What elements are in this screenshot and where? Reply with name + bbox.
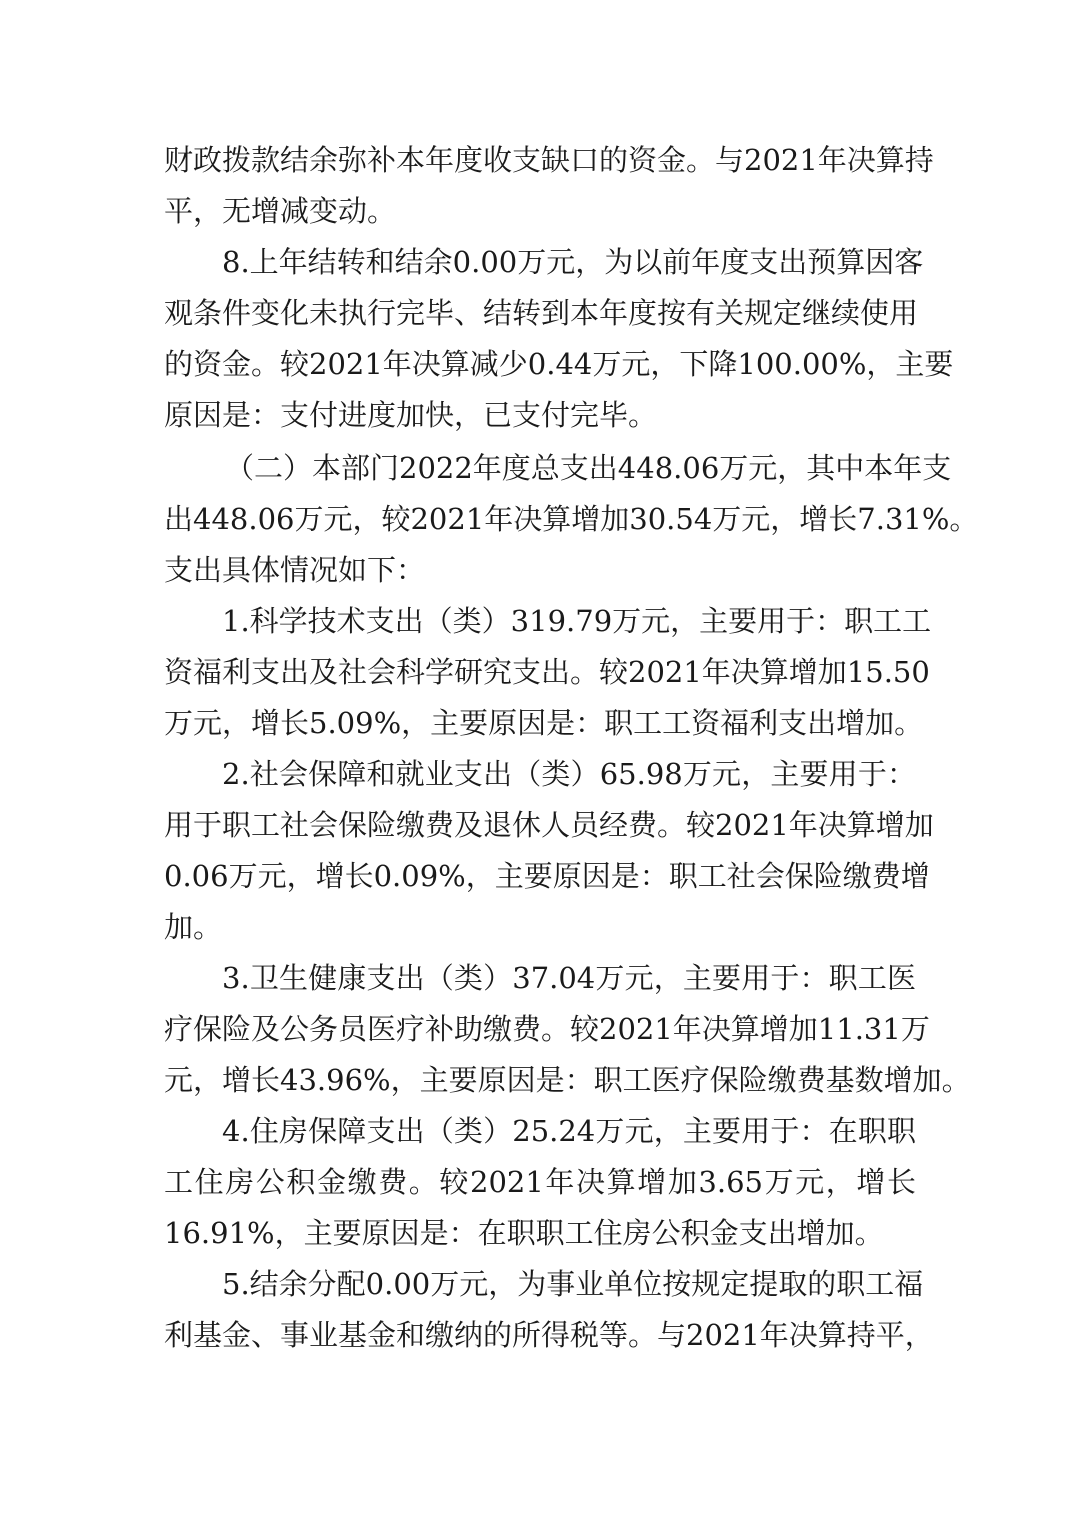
text-line: 疗保险及公务员医疗补助缴费。较2021年决算增加11.31万 (164, 1012, 930, 1046)
text-line: 工住房公积金缴费。较2021年决算增加3.65万元，增长 (164, 1165, 916, 1199)
text-line: 2.社会保障和就业支出（类）65.98万元，主要用于： (222, 757, 916, 791)
text-line: 4.住房保障支出（类）25.24万元，主要用于：在职职 (222, 1114, 916, 1148)
text-line: 元，增长43.96%，主要原因是：职工医疗保险缴费基数增加。 (164, 1063, 971, 1097)
text-line: 加。 (164, 910, 223, 944)
text-line: 财政拨款结余弥补本年度收支缺口的资金。与2021年决算持 (164, 143, 934, 177)
text-line: 支出具体情况如下： (164, 553, 426, 587)
text-line: 平，无增减变动。 (164, 194, 397, 228)
text-line: 利基金、事业基金和缴纳的所得税等。与2021年决算持平， (164, 1318, 934, 1352)
text-line: 0.06万元，增长0.09%，主要原因是：职工社会保险缴费增 (164, 859, 930, 893)
text-line: 16.91%，主要原因是：在职职工住房公积金支出增加。 (164, 1216, 884, 1250)
section-heading: （二）本部门2022年度总支出448.06万元，其中本年支 (225, 451, 952, 485)
text-line: 3.卫生健康支出（类）37.04万元，主要用于：职工医 (222, 961, 916, 995)
text-line: 观条件变化未执行完毕、结转到本年度按有关规定继续使用 (164, 296, 919, 330)
text-line: 1.科学技术支出（类）319.79万元，主要用于：职工工 (222, 604, 932, 638)
text-line: 5.结余分配0.00万元，为事业单位按规定提取的职工福 (222, 1267, 924, 1301)
text-line: 8.上年结转和结余0.00万元，为以前年度支出预算因客 (222, 245, 924, 279)
text-line: 原因是：支付进度加快，已支付完毕。 (164, 398, 658, 432)
text-line: 出448.06万元，较2021年决算增加30.54万元，增长7.31%。 (164, 502, 979, 536)
text-line: 用于职工社会保险缴费及退休人员经费。较2021年决算增加 (164, 808, 934, 842)
text-line: 资福利支出及社会科学研究支出。较2021年决算增加15.50 (164, 655, 930, 689)
text-line: 万元，增长5.09%，主要原因是：职工工资福利支出增加。 (164, 706, 924, 740)
text-line: 的资金。较2021年决算减少0.44万元，下降100.00%，主要 (164, 347, 954, 381)
